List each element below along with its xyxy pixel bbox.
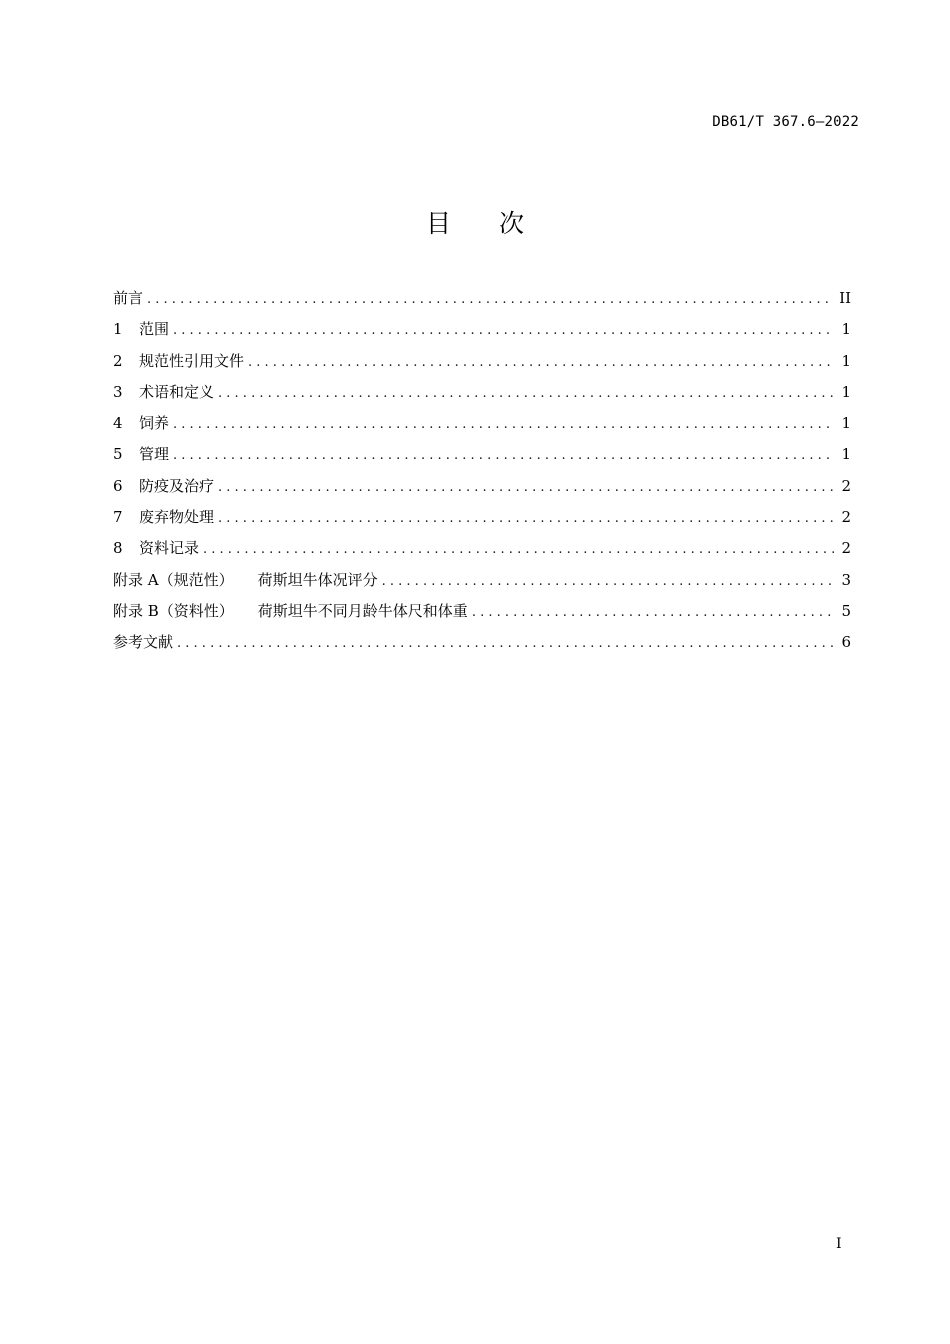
toc-entry-label: 资料记录 <box>139 539 200 558</box>
toc-entry-feeding[interactable] <box>113 408 851 439</box>
toc-entry-label: 范围 <box>139 320 170 339</box>
toc-entry-page: 3 <box>841 570 851 589</box>
toc-entry-annex-a[interactable] <box>113 565 851 596</box>
toc-entry-page: 1 <box>841 320 851 339</box>
toc-entry-page: 5 <box>841 601 851 620</box>
toc-leader-dots <box>173 315 835 346</box>
toc-entry-bibliography[interactable] <box>113 627 851 658</box>
toc-entry-label: 防疫及治疗 <box>139 476 215 495</box>
table-of-contents <box>113 283 851 659</box>
page-number: I <box>836 1236 842 1252</box>
toc-leader-dots <box>382 566 835 597</box>
toc-entry-page: 1 <box>841 445 851 464</box>
toc-entry-label: 管理 <box>139 445 170 464</box>
toc-entry-number: 2 <box>113 351 123 370</box>
toc-entry-terms-definitions[interactable] <box>113 377 851 408</box>
toc-entry-scope[interactable] <box>113 314 851 345</box>
toc-entry-records[interactable] <box>113 533 851 564</box>
toc-entry-page: 1 <box>841 382 851 401</box>
toc-leader-dots <box>173 440 835 471</box>
toc-entry-label: 附录 A（规范性） <box>113 570 234 589</box>
toc-leader-dots <box>248 347 835 378</box>
toc-entry-number: 3 <box>113 382 123 401</box>
toc-entry-number: 5 <box>113 445 123 464</box>
toc-entry-page: II <box>839 289 851 307</box>
toc-entry-page: 2 <box>841 476 851 495</box>
toc-entry-annex-b[interactable] <box>113 596 851 627</box>
standard-code: DB61/T 367.6—2022 <box>712 114 859 130</box>
toc-entry-subtitle: 荷斯坦牛不同月龄牛体尺和体重 <box>257 601 468 620</box>
toc-entry-number: 1 <box>113 320 123 339</box>
toc-entry-number: 4 <box>113 414 123 433</box>
toc-entry-label: 规范性引用文件 <box>139 351 245 370</box>
toc-entry-label: 饲养 <box>139 414 170 433</box>
toc-entry-page: 2 <box>841 508 851 527</box>
toc-entry-epidemic-prevention[interactable] <box>113 471 851 502</box>
toc-entry-number: 7 <box>113 508 123 527</box>
toc-entry-label: 参考文献 <box>113 633 174 652</box>
toc-entry-waste-disposal[interactable] <box>113 502 851 533</box>
toc-leader-dots <box>203 534 835 565</box>
toc-entry-page: 1 <box>841 351 851 370</box>
toc-entry-label: 前言 <box>113 289 144 307</box>
toc-entry-number: 8 <box>113 539 123 558</box>
toc-entry-label: 术语和定义 <box>139 382 215 401</box>
toc-entry-label: 废弃物处理 <box>139 508 215 527</box>
toc-entry-page: 6 <box>841 633 851 652</box>
toc-leader-dots <box>177 628 835 659</box>
toc-title: 目次 <box>425 209 572 238</box>
toc-entry-subtitle: 荷斯坦牛体况评分 <box>257 570 378 589</box>
toc-entry-page: 2 <box>841 539 851 558</box>
toc-entry-management[interactable] <box>113 439 851 470</box>
toc-entry-foreword[interactable] <box>113 283 851 314</box>
toc-entry-label: 附录 B（资料性） <box>113 601 234 620</box>
toc-entry-page: 1 <box>841 414 851 433</box>
toc-leader-dots <box>147 284 833 315</box>
toc-leader-dots <box>218 378 835 409</box>
toc-leader-dots <box>472 597 835 628</box>
toc-leader-dots <box>218 503 835 534</box>
toc-leader-dots <box>173 409 835 440</box>
toc-leader-dots <box>218 472 835 503</box>
toc-entry-number: 6 <box>113 476 123 495</box>
toc-entry-normative-references[interactable] <box>113 346 851 377</box>
